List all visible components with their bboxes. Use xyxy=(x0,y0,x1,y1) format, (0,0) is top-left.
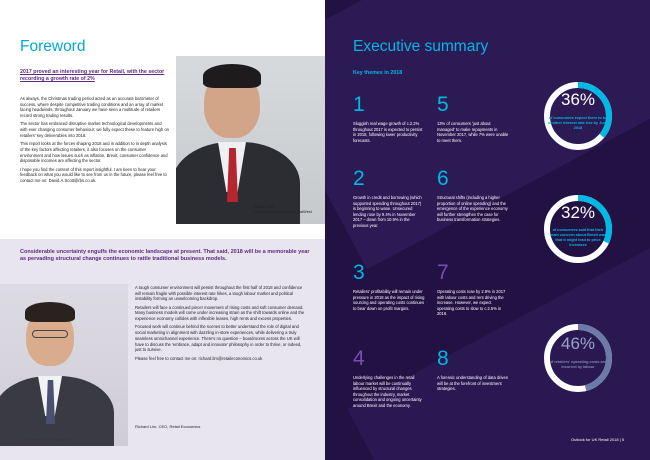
page-footer-right: Outlook for UK Retail 2018 | 5 xyxy=(571,437,625,442)
paragraph: The sector has embraced disruptive market technological developments and with ever changing consumer behaviour; we fully expect these to feature high on retailers' key deliverables into 2018. xyxy=(20,121,169,138)
theme-item-4 xyxy=(353,348,425,408)
page-title: Executive summary xyxy=(353,38,489,55)
theme-number: 5 xyxy=(437,93,449,116)
donut-percent: 32% xyxy=(560,203,596,222)
theme-text: Operating costs rose by 2.9% in 2017 with labour costs and rent driving the increase. However, we expect operating costs to slow to c.2.5% in 2018. xyxy=(437,289,506,316)
donut-label: of consumers said that their main concern about Brexit was that it might lead to price increases xyxy=(549,228,607,247)
portrait-photo-richard-lim xyxy=(0,284,128,446)
theme-number: 6 xyxy=(437,167,449,190)
right-page xyxy=(325,0,650,460)
key-themes-heading: Key themes in 2018 xyxy=(353,70,403,76)
theme-text: Underlying challenges in the retail labour market will be continually influenced by structural changes throughout the industry, market consolidation and ongoing uncertainty around Brexit and the economy. xyxy=(353,375,422,408)
stat-donut-36 xyxy=(542,80,614,152)
paragraph: I hope you find the content of this report insightful. I am keen to hear your feedback on what you would like to see from us in the future, please feel free to contact me on: David.A.Scott@rbs.co.uk. xyxy=(20,166,167,183)
theme-number: 4 xyxy=(353,347,365,370)
page-title: Foreword xyxy=(20,38,86,55)
donut-label: of consumers expect there to be another interest rate rise by June 2018 xyxy=(548,116,608,130)
theme-item-5 xyxy=(437,94,509,143)
paragraph: Focused work will continue behind the scenes to better understand the role of digital and social marketing in alignment with dazzling in-store experiences, while delivering a truly seamless omnichannel experience. There's no question – boardrooms across the UK will have to discuss the 'embrace, adapt and innovate' philosophy in order to thrive, or indeed, just to survive. xyxy=(135,324,302,353)
theme-item-3 xyxy=(353,262,425,311)
foreword-body xyxy=(20,96,170,186)
portrait-photo-david-scott xyxy=(176,56,325,224)
economist-body xyxy=(135,285,305,364)
donut-percent: 46% xyxy=(560,334,596,353)
theme-text: A forensic understanding of data driven will be at the forefront of investment strategies. xyxy=(437,375,509,391)
donut-percent: 36% xyxy=(560,90,596,109)
theme-text: Sluggish real wage growth of c.2.2% throughout 2017 is expected to persist in 2018, following lower productivity forecasts. xyxy=(353,121,423,143)
theme-item-1 xyxy=(353,94,425,143)
foreword-subtitle: 2017 proved an interesting year for Retail, with the sector recording a growth rate of 2% xyxy=(20,69,165,83)
donut-ring xyxy=(542,322,614,394)
paragraph: Retailers will face a continued pincer movement of rising costs and soft consumer demand. Many business models will come under increasing strain as the shift towards online and the experience economy collides with inflexible leases, high rents and excess properties. xyxy=(135,304,305,322)
pull-quote: Considerable uncertainty engulfs the economic landscape at present. That said, 2018 will be a memorable year as pervading structural change continues to rattle traditional business models. xyxy=(20,249,310,263)
caption-name: David Scott, xyxy=(254,205,275,209)
theme-text: 13% of consumers 'just about managed' to make repayments in November 2017, while 7% were unable to meet them. xyxy=(437,121,509,143)
photo-caption-david xyxy=(254,205,324,216)
theme-number: 7 xyxy=(437,261,449,284)
theme-number: 1 xyxy=(353,93,365,116)
theme-item-6 xyxy=(437,168,509,223)
paragraph: A tough consumer environment will persist throughout the first half of 2018 and confidence will remain fragile with possible interest rate hikes, a tough labour market and political instability forming an unwelcoming backdrop. xyxy=(135,285,303,302)
theme-number: 3 xyxy=(353,261,365,284)
donut-label: of retailers' operating costs are incurred by labour xyxy=(549,360,607,369)
stat-donut-46 xyxy=(542,322,614,394)
paragraph: This report looks at the forces shaping 2018 and in addition to in depth analysis of the key factors affecting retailers, it also focuses on the consumer environment and how issues such as inflation, Brexit, consumer confidence and disposable incomes are affecting the sector. xyxy=(20,141,168,164)
paragraph: As always, the Christmas trading period acted as an accurate barometer of success, where despite competitive trading conditions and an array of market facing headwinds, throughout January we have seen a multitude of retailers record strong trading results. xyxy=(20,96,164,119)
theme-item-8 xyxy=(437,348,509,392)
theme-number: 8 xyxy=(437,347,449,370)
theme-item-7 xyxy=(437,262,509,317)
theme-number: 2 xyxy=(353,167,365,190)
theme-text: Retailers' profitability will remain under pressure in 2018 as the impact of rising sourcing and operating costs continues to bear down on profit margins. xyxy=(353,289,425,311)
photo-caption-richard: Richard Lim, CEO, Retail Economics xyxy=(135,424,201,429)
theme-text: Growth in credit and borrowing (which supported spending throughout 2017) is beginning to wane. Unsecured lending rose by 9.4% in November 2017 – down from 10.9% in the previous year. xyxy=(353,195,422,228)
paragraph: Please feel free to contact me on: richard.lim@retaileconomics.co.uk xyxy=(135,355,263,361)
page-footer-left: 4 | Outlook for UK Retail 2018 xyxy=(20,437,74,442)
theme-item-2 xyxy=(353,168,425,228)
theme-text: Structural shifts (including a higher proportion of online spending) and the emergence of the experience economy will further strengthen the case for business transformation strategies. xyxy=(437,195,508,222)
stat-donut-32 xyxy=(542,193,614,265)
caption-role: Head of Retail & Leisure, NatWest xyxy=(254,210,312,215)
